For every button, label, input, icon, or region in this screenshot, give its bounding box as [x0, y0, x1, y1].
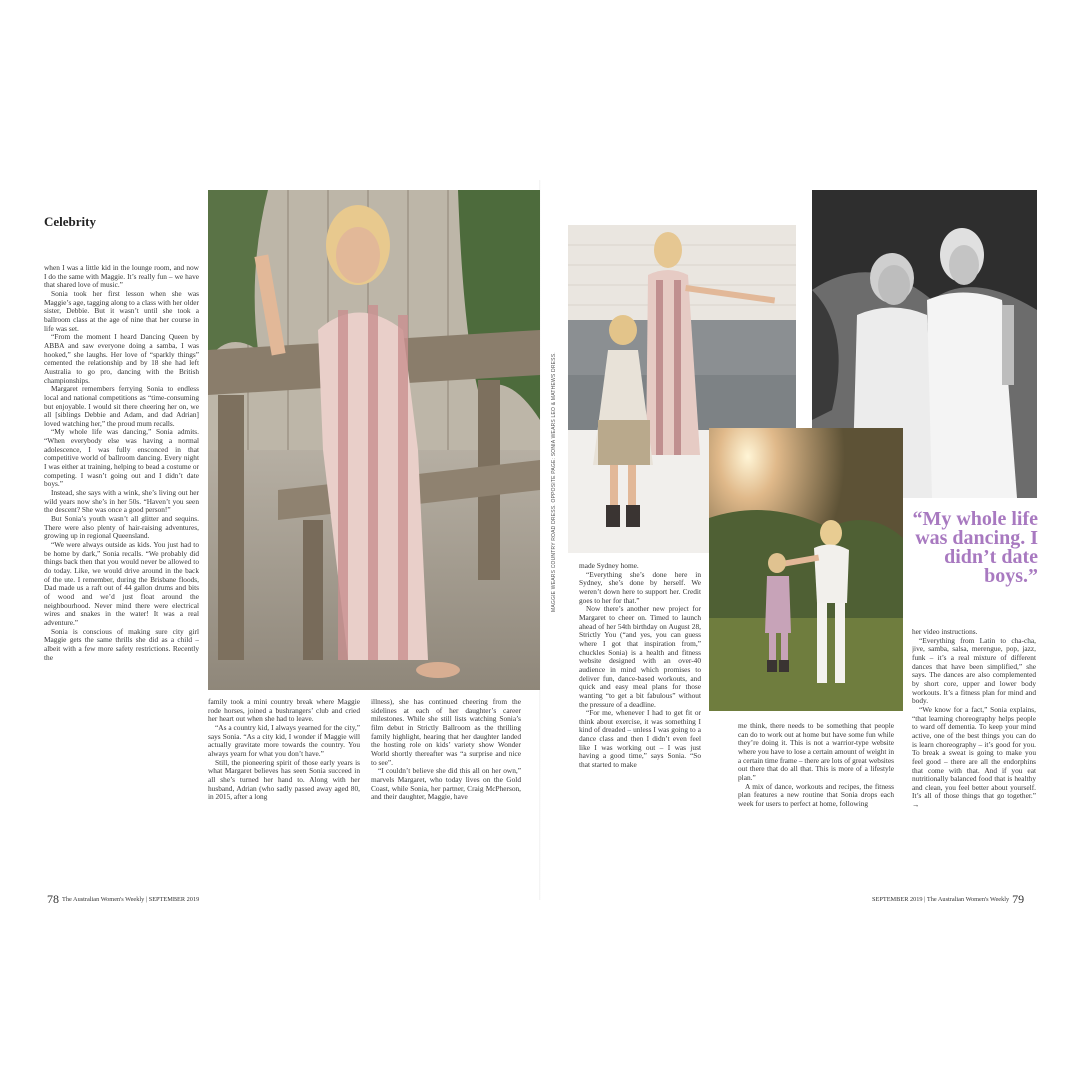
- publication-name: The Australian Women's Weekly: [926, 896, 1010, 903]
- paragraph: “For me, whenever I had to get fit or think about exercise, it was something I kind of dreaded – unless I was going to a dance class and then I didn’t even feel like I was working out – I was just having a good time,” says Sonia. “So that started to make: [579, 708, 701, 770]
- column-5: [738, 722, 894, 860]
- paragraph: family took a mini country break where Maggie rode horses, joined a bushrangers’ club and cried her heart out when she had to leave.: [208, 698, 360, 724]
- paragraph: “My whole life was dancing,” Sonia admits. “When everybody else was having a normal adolescence, I was fully ensconced in that competitive world of ballroom dancing. Every night I was either at training, helping to bead a costume or competing. I wasn’t going out and I didn’t date boys.”: [44, 427, 199, 489]
- paragraph: But Sonia’s youth wasn’t all glitter and sequins. There were also plenty of hair-raising adventures, growing up in regional Queensland.: [44, 514, 199, 541]
- issue-date: SEPTEMBER 2019: [872, 896, 923, 903]
- left-folio: 78 The Australian Women's Weekly | SEPTEMBER 2019: [47, 892, 200, 906]
- paragraph: “We know for a fact,” Sonia explains, “that learning choreography helps people to ward off dementia. To keep your mind active, one of the best things you can do is learn choreography – it’s good for you. To break a sweat is going to make you feel good – there are all the endorphins that come with that. And if you eat nutritionally balanced food that is healthy and clean, you feel better about yourself. It’s all of those things that go together.” →: [912, 704, 1036, 810]
- column-1: [44, 264, 199, 860]
- paragraph: her video instructions.: [912, 628, 978, 636]
- paragraph: Sonia is conscious of making sure city girl Maggie gets the same thrills she did as a child – albeit with a few more safety restrictions. Recently the: [44, 626, 199, 662]
- publication-name: The Australian Women's Weekly: [62, 896, 145, 903]
- paragraph: “We were always outside as kids. You just had to be home by dark,” Sonia recalls. “We probably did things back then that you would never be allowed to do today. Like, we would drive around in the back of the ute. I remember, during the Brisbane floods, Dad made us a raft out of 44 gallon drums and bits of wood and we’d just float around the neighbourhood. Never mind there were electrical wires and snakes in the water! It was a real adventure.”: [44, 540, 199, 627]
- photo-dancing-in-garden: [709, 428, 903, 711]
- pull-quote: “My whole life was dancing. I didn’t date boys.”: [912, 508, 1038, 587]
- paragraph: Instead, she says with a wink, she’s living out her wild years now she’s in her 50s. “Haven’t you seen the descent? She was once a good person!”: [44, 488, 199, 515]
- column-3: [371, 698, 521, 860]
- paragraph: when I was a little kid in the lounge room, and now I do the same with Maggie. It’s really fun – we have that shared love of music.”: [44, 264, 199, 290]
- paragraph: A mix of dance, workouts and recipes, the fitness plan features a new routine that Sonia drops each week for users to perfect at home, following: [738, 781, 894, 808]
- right-folio: SEPTEMBER 2019 | The Australian Women's Weekly 79: [872, 892, 1025, 906]
- paragraph: Still, the pioneering spirit of those early years is what Margaret believes has seen Sonia succeed in all she’s turned her hand to. Along with her husband, Adrian (who sadly passed away aged 80, in 2015, after a long: [208, 757, 360, 802]
- photo-credit: MAGGIE WEARS COUNTRY ROAD DRESS. OPPOSITE PAGE: SONIA WEARS LEO & MATHEWS DRESS.: [551, 352, 557, 612]
- column-4: [579, 562, 701, 860]
- paragraph: “As a country kid, I always yearned for the city,” says Sonia. “As a city kid, I wonder if Maggie will actually gravitate more towards the country. You always yearn for what you don’t have.”: [208, 722, 360, 758]
- photo-sonia-at-table: [208, 190, 540, 690]
- paragraph: “Everything she’s done here in Sydney, she’s done by herself. We weren’t down here to support her. Credit goes to her for that.”: [579, 569, 701, 605]
- paragraph: Now there’s another new project for Margaret to cheer on. Timed to launch ahead of her 54th birthday on August 28, Strictly You (“and yes, you can guess where I got that inspiration from,” chuckles Sonia) is a health and fitness website designed with an over-40 audience in mind which promises to deliver fun, dance-based workouts, and quick and easy meal plans for those wanting “to get a bit fabulous” without the pressure of a deadline.: [579, 604, 701, 709]
- paragraph: made Sydney home.: [579, 562, 639, 570]
- paragraph: “Everything from Latin to cha-cha, jive, samba, salsa, merengue, pop, jazz, funk – it’s a real mixture of different dances that have been simplified,” she says. The dances are also complemented by short core, upper and lower body workouts. It’s a fitness plan for mind and body.: [912, 635, 1036, 706]
- paragraph: Sonia took her first lesson when she was Maggie’s age, tagging along to a class with her older sister, Debbie. But it wasn’t until she took a ballroom class at the age of nine that her course in life was set.: [44, 288, 199, 333]
- column-6: [912, 628, 1036, 860]
- page-number: 79: [1012, 892, 1025, 906]
- paragraph: me think, there needs to be something that people can do to work out at home but have some fun while they’re doing it. This is not a warrior-type website where you have to lose a certain amount of weight in a certain time frame – there are lots of great websites out there that do all that. This is more of a lifestyle plan.”: [738, 722, 894, 782]
- paragraph: “From the moment I heard Dancing Queen by ABBA and saw everyone doing a samba, I was hooked,” she laughs. Her love of “sparkly things” cemented the relationship and by 18 she had left Australia to go pro, dancing with the British championships.: [44, 332, 199, 385]
- paragraph: Margaret remembers ferrying Sonia to endless local and national competitions as “time-consuming but enjoyable. I would sit there cheering her on, we all [siblings Debbie and Adam, and dad Adrian] loved watching her,” the proud mum recalls.: [44, 384, 199, 428]
- column-2: [208, 698, 360, 860]
- paragraph: “I couldn’t believe she did this all on her own,” marvels Margaret, who today lives on the Gold Coast, while Sonia, her partner, Craig McPherson, and their daughter, Maggie, have: [371, 766, 521, 802]
- section-label: Celebrity: [44, 214, 96, 229]
- paragraph: illness), she has continued cheering from the sidelines at each of her daughter’s career milestones. While she still lists watching Sonia’s film debut in Strictly Ballroom as the thrilling family highlight, hearing that her daughter landed the hosting role on kids’ variety show Wonder World shortly thereafter was “a surprise and nice to see”.: [371, 698, 521, 767]
- page-number: 78: [47, 892, 59, 906]
- issue-date: SEPTEMBER 2019: [148, 896, 200, 903]
